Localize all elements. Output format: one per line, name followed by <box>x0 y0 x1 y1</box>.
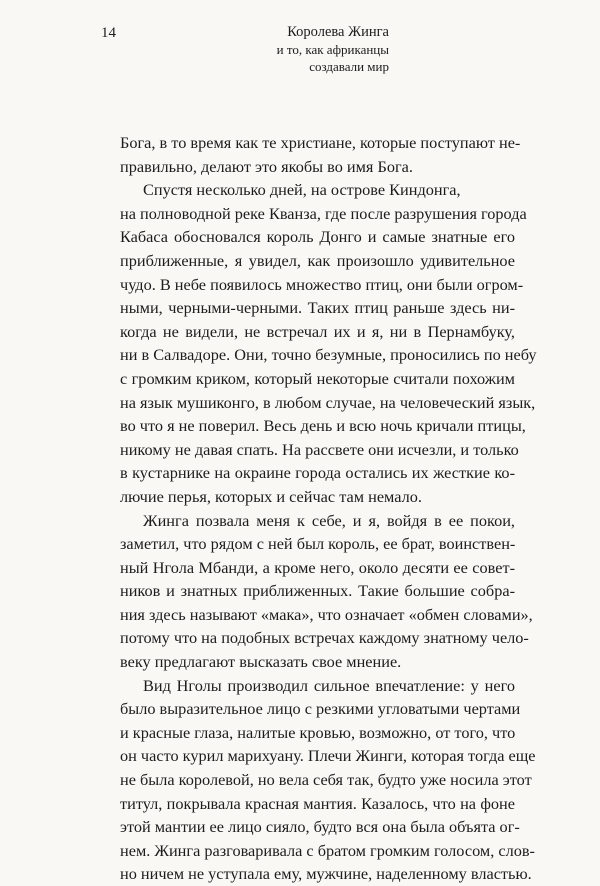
text-line: когда не видели, не встречал их и я, ни в Пернамбуку, <box>120 321 515 341</box>
text-line: лючие перья, которых и сейчас там немало. <box>120 486 422 506</box>
text-line: ный Нгола Мбанди, а кроме него, около десяти ее совет- <box>120 557 515 577</box>
text-line: ными, черными-черными. Таких птиц раньше здесь ни- <box>120 298 515 318</box>
text-line: не была королевой, но вела себя так, будто уже носила этот <box>120 770 532 790</box>
text-line: Кабаса обосновался король Донго и самые знатные его <box>120 227 515 247</box>
text-line: приближенные, я увидел, как произошло удивительное <box>120 250 515 270</box>
book-subtitle-line-1: и то, как африканцы <box>276 42 389 57</box>
text-line: он часто курил марихуану. Плечи Жинги, которая тогда еще <box>120 746 536 766</box>
text-line: никому не давая спать. На рассвете они исчезли, и только <box>120 439 519 459</box>
text-line: веку предлагают высказать свое мнение. <box>120 652 402 672</box>
text-line: Бога, в то время как те христиане, которые поступают не- <box>120 133 521 152</box>
text-line: титул, покрывала красная мантия. Казалось, что на фоне <box>120 793 515 813</box>
text-line: ников и знатных приближенных. Такие большие собра- <box>120 581 515 601</box>
text-line: с громким криком, который некоторые считали похожим <box>120 368 515 388</box>
page-number: 14 <box>101 25 116 41</box>
text-line: ния здесь называют «мака», что означает «обмен словами», <box>120 604 533 624</box>
text-line: на полноводной реке Кванза, где после разрушения города <box>120 203 527 223</box>
text-line: нем. Жинга разговаривала с братом громким голосом, слов- <box>120 840 535 860</box>
text-line: правильно, делают это якобы во имя Бога. <box>120 156 413 176</box>
text-line: ни в Салвадоре. Они, точно безумные, проносились по небу <box>120 345 537 365</box>
text-line: Спустя несколько дней, на острове Киндонга, <box>143 180 461 200</box>
book-subtitle-line-2: создавали мир <box>309 59 389 74</box>
text-line: и красные глаза, налитые кровью, возможно, от того, что <box>120 722 516 742</box>
book-title: Королева Жинга <box>287 24 389 40</box>
text-line: в кустарнике на окраине города остались их жесткие ко- <box>120 463 515 483</box>
text-line: но ничем не уступала ему, мужчине, наделенному властью. <box>120 864 532 884</box>
text-line: потому что на подобных встречах каждому знатному чело- <box>120 628 529 648</box>
running-head <box>277 24 389 75</box>
text-line: Вид Нголы производил сильное впечатление: у него <box>143 675 515 695</box>
text-line: чудо. В небе появилось множество птиц, они были огром- <box>120 274 524 294</box>
text-line: этой мантии ее лицо сияло, будто вся она была объята ог- <box>120 817 520 837</box>
text-line: заметил, что рядом с ней был король, ее брат, воинствен- <box>120 534 516 554</box>
text-line: было выразительное лицо с резкими угловатыми чертами <box>120 699 521 719</box>
body-text <box>101 131 537 886</box>
text-line: на язык мушиконго, в любом случае, на человеческий язык, <box>120 392 536 412</box>
text-line: Жинга позвала меня к себе, и я, войдя в ее покои, <box>143 510 515 530</box>
text-line: во что я не поверил. Весь день и всю ночь кричали птицы, <box>120 416 526 436</box>
